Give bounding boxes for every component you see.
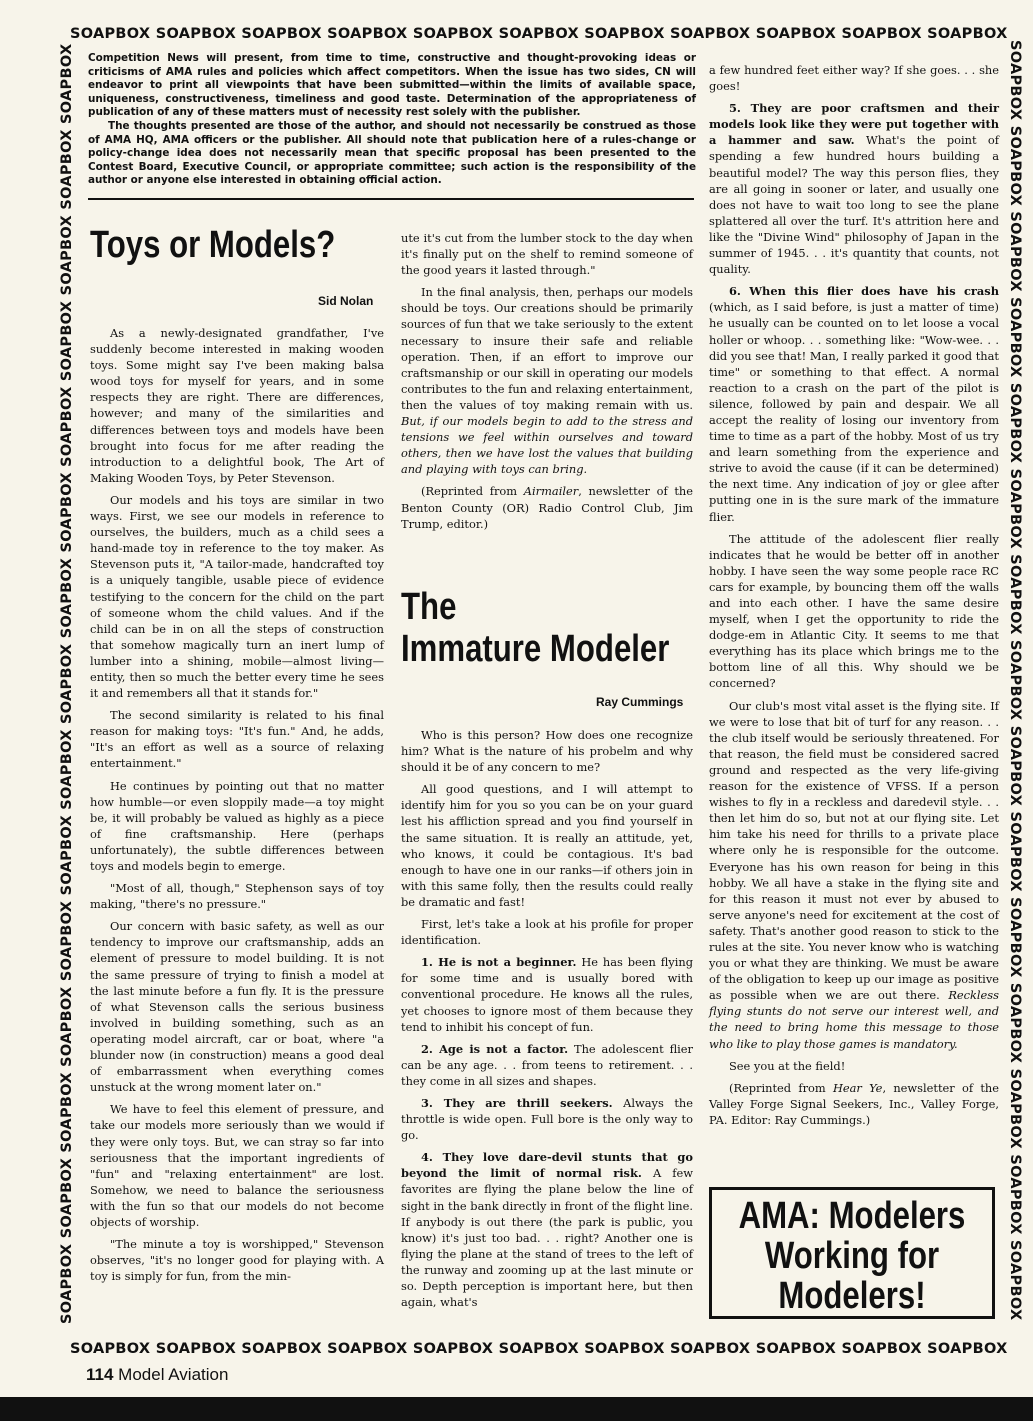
article-author: Sid Nolan (318, 294, 374, 308)
article-title: The (401, 586, 457, 628)
body-paragraph: Our concern with basic safety, as well as our tendency to improve our craftsmanship, adds an element of pressure to model building. It is not the same pressure of trying to finish a model at the last minute before a fun fly. It is the pressure of what Stevenson calls the serious business involved in building something, such as an operating model aircraft, car or boat, where "a blunder now (in construction) means a good deal of embarrassment when everything comes unstuck at the wrong moment later on." (90, 919, 384, 1095)
soapbox-border-left: SOAPBOX SOAPBOX SOAPBOX SOAPBOX SOAPBOX SOAPBOX SOAPBOX SOAPBOX SOAPBOX SOAPBOX SOAPBOX SOAPBOX SOAPBOX SOAPBOX SOAPBOX (59, 43, 75, 1324)
body-paragraph: 4. They love dare-devil stunts that go beyond the limit of normal risk. A few favorites are flying the plane below the line of sight in the bank directly in front of the flight line. If anybody is out there (the park is public, you know) it's just too bad. . . right? Another one is flying the plane at the stand of trees to the left of the runway and zooming up at the last minute or so. Depth perception is important here, but then again, what's (401, 1150, 693, 1310)
intro-paragraph: Competition News will present, from time to time, constructive and thought-provoking ideas or criticisms of AMA rules and policies which affect competitors. When the issue has two sides, CN will endeavor to print all viewpoints that have been submitted—within the limits of available space, uniqueness, constructiveness, timeliness and good taste. Determination of the appropriateness of publication of any of these matters must of necessity rest solely with the publisher. (88, 52, 696, 119)
body-paragraph: See you at the field! (729, 1058, 846, 1073)
article-column-2-top (401, 230, 693, 538)
article-author: Ray Cummings (596, 695, 684, 709)
body-paragraph: "Most of all, though," Stephenson says of toy making, "there's no pressure." (90, 881, 384, 912)
page-footer (86, 1365, 228, 1385)
body-paragraph: 3. They are thrill seekers. Always the throttle is wide open. Full bore is the only way to go. (401, 1095, 693, 1143)
slogan-line: AMA: Modelers (738, 1195, 966, 1237)
body-paragraph: 6. When this flier does have his crash (which, as I said before, is just a matter of time) he usually can be counted on to let loose a vocal holler or whoop. . . something like: "Wow-wee. . . did you see that! Man, I really parked it good that time" or something to that effect. A normal reaction to a crash on the part of the pilot is silence, followed by pain and despair. We all accept the reality of losing our inventory from time to time as a part of the hobby. Most of us try and learn something from the experience and strive to avoid the cause (if it can be determined) the next time. Any indication of joy or glee after putting one in is the sure mark of the immature flier. (709, 284, 999, 524)
editorial-intro (88, 52, 696, 188)
ama-slogan-box (709, 1187, 995, 1319)
reprint-note: (Reprinted from Airmailer, newsletter of the Benton County (OR) Radio Control Club, Jim Trump, editor.) (401, 484, 694, 531)
article-column-1 (90, 325, 384, 1290)
body-paragraph: ute it's cut from the lumber stock to the day when it's finally put on the shelf to remind someone of the good years it lasted through." (401, 231, 693, 278)
body-paragraph: 1. He is not a beginner. He has been flying for some time and is usually bored with conventional procedure. He knows all the rules, yet chooses to ignore most of them because they tend to inhibit his concept of fun. (401, 955, 693, 1034)
article-title: Immature Modeler (401, 628, 670, 670)
article-column-2-bottom (401, 727, 693, 1316)
soapbox-border-top: SOAPBOX SOAPBOX SOAPBOX SOAPBOX SOAPBOX SOAPBOX SOAPBOX SOAPBOX SOAPBOX SOAPBOX SOAPBOX (70, 26, 1008, 42)
body-paragraph: Our models and his toys are similar in two ways. First, we see our models in reference to ourselves, the builders, much as a child sees a hand-made toy in reference to the toy maker. As Stevenson puts it, "A tailor-made, handcrafted toy is a uniquely tangible, usable piece of evidence testifying to the concern for the child on the part of someone whom the child values. And if the child can be in on all the steps of construction that somehow magically turn an inert lump of lumber into a shining, mobile—almost living—entity, then so much the better every time he sees it and remembers all that it stands for." (90, 492, 384, 701)
body-paragraph: As a newly-designated grandfather, I've suddenly become interested in making wooden toys. Some might say I've been making balsa wood toys for myself for years, and in some respects they are right. There are differences, however; and many of the similarities and differences between toys and models have been brought into focus for me after reading the introduction to a delightful book, The Art of Making Wooden Toys, by Peter Stevenson. (90, 326, 384, 485)
soapbox-border-right: SOAPBOX SOAPBOX SOAPBOX SOAPBOX SOAPBOX SOAPBOX SOAPBOX SOAPBOX SOAPBOX SOAPBOX SOAPBOX SOAPBOX SOAPBOX SOAPBOX SOAPBOX (1007, 40, 1023, 1321)
article-title: Toys or Models? (90, 224, 336, 266)
reprint-note: (Reprinted from Hear Ye, newsletter of the Valley Forge Signal Seekers, Inc., Valley Forge, PA. Editor: Ray Cummings.) (709, 1080, 1000, 1127)
magazine-name: Model Aviation (118, 1365, 229, 1384)
slogan-line: Working for (764, 1235, 940, 1277)
page-number: 114 (86, 1365, 114, 1384)
body-paragraph: Who is this person? How does one recognize him? What is the nature of his probelm and why should it be of any concern to me? (401, 728, 693, 775)
body-paragraph: 2. Age is not a factor. The adolescent flier can be any age. . . from teens to retirement. . . they come in all sizes and shapes. (401, 1041, 693, 1088)
body-paragraph: First, let's take a look at his profile for proper identification. (401, 917, 693, 948)
body-paragraph: Our club's most vital asset is the flying site. If we were to lose that bit of turf for any reason. . . the club itself would be seriously threatened. For that reason, the field must be considered sacred ground and respected as the very life-giving reason for the existence of VFSS. If a person wishes to fly in a reckless and daredevil style. . . then let him do so, but not at our flying site. Let him take his need for thrills to a private place where only he is responsible for the outcome. Everyone has his own reason for being in this hobby. We all have a stake in the flying site and for this reason it must not ever by abused to serve anyone's need for excitement at the cost of safety. That's another good reason to stick to the rules at the site. You never know who is watching you or what they are thinking. We must be aware of the obligation to keep up our image as positive as possible when we are out there. Reckless flying stunts do not serve our interest well, and the need to bring home this message to those who like to play those games is mandatory. (709, 698, 999, 1051)
intro-paragraph: The thoughts presented are those of the author, and should not necessarily be construed as those of AMA HQ, AMA officers or the publisher. All should note that publication here of a rules-change or policy-change idea does not necessarily mean that specific proposal has been presented to the Contest Board, Executive Council, or appropriate committee; such action is the responsibility of the author or anyone else interested in obtaining official action. (88, 119, 696, 187)
body-paragraph: The second similarity is related to his final reason for making toys: "It's fun." And, he adds, "It's an effort as well as a source of relaxing entertainment." (90, 708, 384, 771)
body-paragraph: 5. They are poor craftsmen and their models look like they were put together with a hammer and saw. What's the point of spending a few hundred hours building a beautiful model? The way this person flies, they are all going in sooner or later, and usually one does not have to wait too long to see the plane splattered all over the turf. It's attrition here and like the "Divine Wind" philosophy of Japan in the summer of 1945. . . it's quantity that counts, not quality. (709, 101, 999, 277)
body-paragraph: All good questions, and I will attempt to identify him for you so you can be on your guard lest his affliction spread and you find yourself in the same situation. It is really an attitude, yet, who knows, it could be contagious. It's bad enough to have one in our ranks—if others join in with this same folly, then the results could really be dramatic and fast! (401, 782, 693, 909)
scan-edge (0, 1397, 1033, 1421)
divider (88, 198, 694, 200)
body-paragraph: a few hundred feet either way? If she goes. . . she goes! (709, 63, 999, 94)
body-paragraph: In the final analysis, then, perhaps our models should be toys. Our creations should be primarily sources of fun that we take seriously to the extent necessary to insure their safe and reliable operation. Then, if an effort to improve our craftsmanship or our skill in operating our models contributes to the fun and relaxing entertainment, then the values of toy making remain with us. But, if our models begin to add to the stress and tensions we feel within ourselves and toward others, then we have lost the values that building and playing with toys can bring. (401, 285, 693, 477)
body-paragraph: "The minute a toy is worshipped," Stevenson observes, "it's no longer good for playing with. A toy is simply for fun, from the min- (90, 1237, 384, 1284)
body-paragraph: The attitude of the adolescent flier really indicates that he would be better off in another hobby. I have seen the way some people race RC cars for example, by bouncing them off the walls and into each other. I have the same desire myself, when I get the opportunity to ride the dodge-em in Atlantic City. It seems to me that everything has its place which brings me to the bottom line of all this. Why should we be concerned? (709, 531, 999, 691)
soapbox-border-bottom: SOAPBOX SOAPBOX SOAPBOX SOAPBOX SOAPBOX SOAPBOX SOAPBOX SOAPBOX SOAPBOX SOAPBOX SOAPBOX (70, 1341, 1008, 1357)
article-column-3 (709, 62, 999, 1134)
body-paragraph: He continues by pointing out that no matter how humble—or even sloppily made—a toy might be, it will probably be valued as highly as a piece of fine craftsmanship. Here (perhaps unfortunately), the subtle differences between toys and models begin to emerge. (90, 778, 384, 873)
body-paragraph: We have to feel this element of pressure, and take our models more seriously than we would if they were only toys. But, we can stray so far into seriousness that the important ingredients of "fun" and "relaxing entertainment" are lost. Somehow, we need to balance the seriousness with the fun so that our models do not become objects of worship. (90, 1102, 384, 1229)
slogan-line: Modelers! (778, 1275, 926, 1317)
